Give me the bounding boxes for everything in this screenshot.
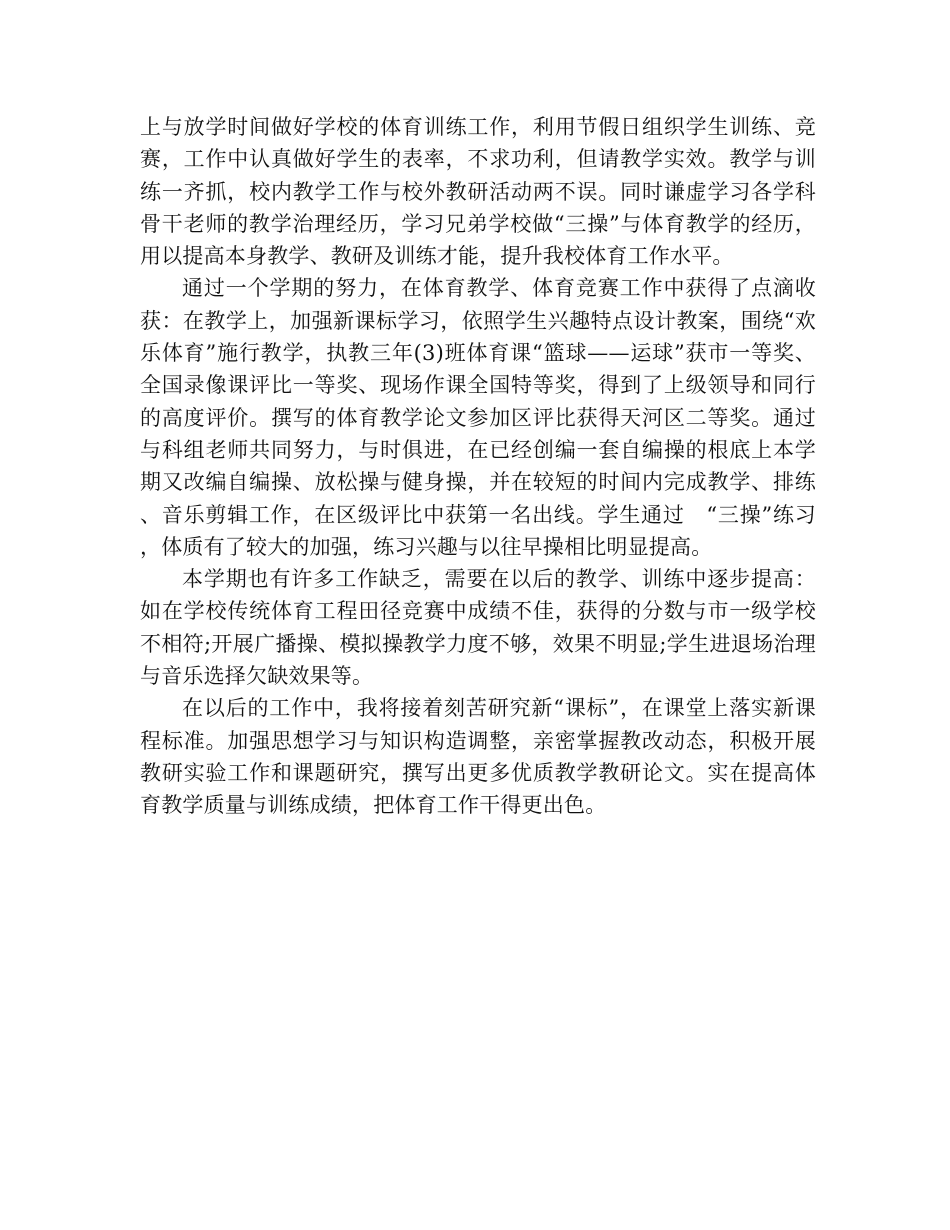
paragraph-shortcomings: 本学期也有许多工作缺乏，需要在以后的教学、训练中逐步提高：如在学校传统体育工程田径竞赛中成绩不佳，获得的分数与市一级学校不相符;开展广播操、模拟操教学力度不够，效果不明显;学生进退场治理与音乐选择欠缺效果等。	[140, 567, 816, 689]
paragraph-achievements: 通过一个学期的努力，在体育教学、体育竞赛工作中获得了点滴收获：在教学上，加强新课标学习，依照学生兴趣特点设计教案，围绕“欢乐体育”施行教学，执教三年(3)班体育课“篮球——运球”获市一等奖、全国录像课评比一等奖、现场作课全国特等奖，得到了上级领导和同行的高度评价。撰写的体育教学论文参加区评比获得天河区二等奖。通过与科组老师共同努力，与时俱进，在已经创编一套自编操的根底上本学期又改编自编操、放松操与健身操，并在较短的时间内完成教学、排练、音乐剪辑工作，在区级评比中获第一名出线。学生通过 “三操”练习，体质有了较大的加强，练习兴趣与以往早操相比明显提高。	[140, 276, 816, 559]
document-body	[140, 111, 816, 822]
paragraph-future-plans: 在以后的工作中，我将接着刻苦研究新“课标”，在课堂上落实新课程标准。加强思想学习与知识构造调整，亲密掌握教改动态，积极开展教研实验工作和课题研究，撰写出更多优质教学教研论文。实在提高体育教学质量与训练成绩，把体育工作干得更出色。	[140, 696, 816, 818]
paragraph-continuation: 上与放学时间做好学校的体育训练工作，利用节假日组织学生训练、竞赛，工作中认真做好学生的表率，不求功利，但请教学实效。教学与训练一齐抓，校内教学工作与校外教研活动两不误。同时谦虚学习各学科骨干老师的教学治理经历，学习兄弟学校做“三操”与体育教学的经历，用以提高本身教学、教研及训练才能，提升我校体育工作水平。	[140, 115, 816, 269]
